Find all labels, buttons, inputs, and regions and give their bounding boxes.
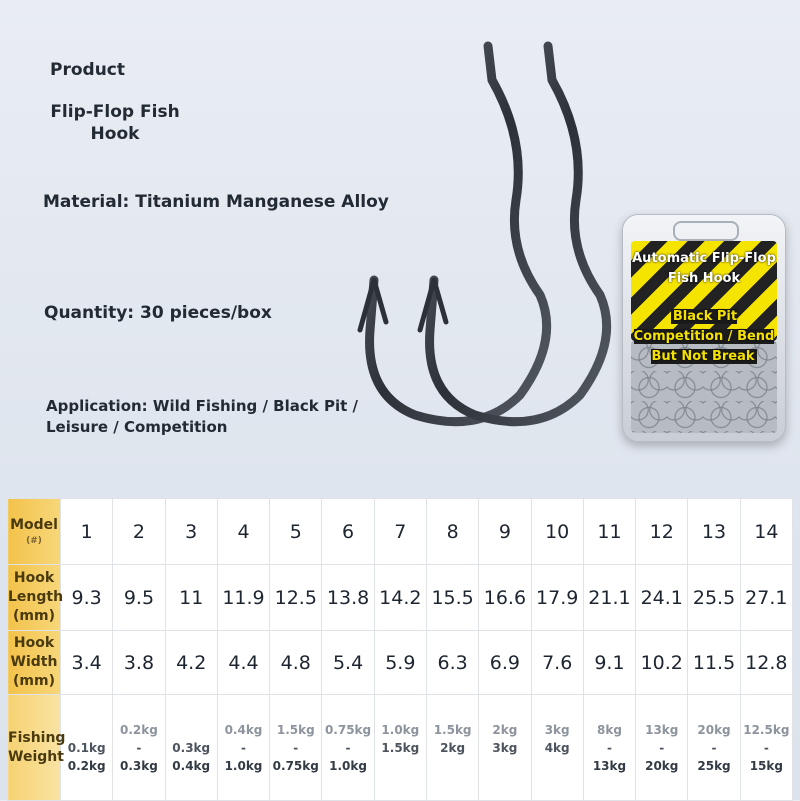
weight-2-c: 0.3kg: [120, 758, 158, 773]
weight-8: [426, 695, 478, 801]
weight-2: [113, 695, 165, 801]
width-14: 12.8: [740, 631, 792, 695]
model-8: 8: [426, 499, 478, 565]
weight-8-a: 1.5kg: [433, 722, 472, 737]
width-6: 5.4: [322, 631, 374, 695]
length-4: 11.9: [217, 565, 269, 631]
weight-14-c: 15kg: [749, 758, 783, 773]
weight-1-a: [61, 721, 112, 739]
length-14: 27.1: [740, 565, 792, 631]
weight-13-a: 20kg: [697, 722, 731, 737]
fish-hooks-image: [330, 30, 630, 430]
weight-6: [322, 695, 374, 801]
length-5: 12.5: [270, 565, 322, 631]
box-label-slogan: [627, 307, 781, 367]
material-text: Material: Titanium Manganese Alloy: [43, 192, 389, 212]
weight-9-a: 2kg: [492, 722, 518, 737]
weight-11-c: 13kg: [592, 758, 627, 773]
width-2: 3.8: [113, 631, 165, 695]
model-13: 13: [688, 499, 740, 565]
model-10: 10: [531, 499, 583, 565]
length-12: 24.1: [636, 565, 688, 631]
weight-13-b: -: [711, 740, 717, 755]
application-text: Application: Wild Fishing / Black Pit / Leisure / Competition: [46, 397, 358, 436]
length-9: 16.6: [479, 565, 531, 631]
weight-7-a: 1.0kg: [381, 722, 420, 737]
weight-5-c: 0.75kg: [272, 758, 319, 773]
length-7: 14.2: [374, 565, 426, 631]
weight-1: [61, 695, 113, 801]
box-hang-tab: [673, 221, 739, 241]
weight-3-c: 0.4kg: [172, 758, 211, 773]
weight-7-c: [375, 757, 426, 775]
weight-6-c: 1.0kg: [329, 758, 367, 773]
length-11: 21.1: [583, 565, 635, 631]
weight-10-b: 4kg: [544, 740, 570, 755]
weight-13-c: 25kg: [697, 758, 731, 773]
width-8: 6.3: [426, 631, 478, 695]
weight-8-b: 2kg: [440, 740, 466, 755]
width-10: 7.6: [531, 631, 583, 695]
box-label-slogan-text: Black Pit Competition / Bend But Not Break: [633, 309, 775, 364]
weight-14: [740, 695, 792, 801]
model-5: 5: [270, 499, 322, 565]
weight-3: [165, 695, 217, 801]
width-4: 4.4: [217, 631, 269, 695]
model-7: 7: [374, 499, 426, 565]
weight-2-b: -: [136, 740, 142, 755]
weight-1-c: 0.2kg: [67, 758, 106, 773]
width-11: 9.1: [583, 631, 635, 695]
box-label-title: Automatic Flip-Flop Fish Hook: [632, 251, 776, 286]
weight-11-a: 8kg: [596, 722, 622, 737]
product-name: Flip-Flop Fish Hook: [50, 102, 180, 144]
weight-11-b: -: [606, 740, 612, 755]
length-8: 15.5: [426, 565, 478, 631]
model-header-unit: (#): [26, 536, 42, 546]
width-9: 6.9: [479, 631, 531, 695]
weight-8-c: [427, 757, 478, 775]
hook-left-icon: [370, 46, 547, 422]
width-12: 10.2: [636, 631, 688, 695]
model-1: 1: [61, 499, 113, 565]
weight-4: [217, 695, 269, 801]
weight-9-b: 3kg: [492, 740, 518, 755]
weight-6-a: 0.75kg: [324, 722, 372, 737]
model-3: 3: [165, 499, 217, 565]
weight-7-b: 1.5kg: [381, 740, 420, 755]
weight-12-a: 13kg: [645, 722, 679, 737]
weight-5-b: -: [293, 740, 299, 755]
model-2: 2: [113, 499, 165, 565]
length-13: 25.5: [688, 565, 740, 631]
weight-11: [583, 695, 635, 801]
width-5: 4.8: [270, 631, 322, 695]
weight-4-a: 0.4kg: [224, 722, 263, 737]
model-14: 14: [740, 499, 792, 565]
weight-3-b: 0.3kg: [172, 740, 211, 755]
weight-7: [374, 695, 426, 801]
weight-14-b: -: [763, 740, 769, 755]
width-3: 4.2: [165, 631, 217, 695]
weight-9-c: [479, 757, 530, 775]
model-9: 9: [479, 499, 531, 565]
weight-4-b: -: [240, 740, 246, 755]
weight-header: Fishing Weight: [8, 695, 61, 801]
weight-10-a: 3kg: [544, 722, 570, 737]
model-12: 12: [636, 499, 688, 565]
model-11: 11: [583, 499, 635, 565]
weight-6-b: -: [345, 740, 351, 755]
length-1: 9.3: [61, 565, 113, 631]
length-6: 13.8: [322, 565, 374, 631]
product-box-image: [622, 214, 786, 442]
weight-12-b: -: [659, 740, 665, 755]
weight-5: [270, 695, 322, 801]
model-header-label: Model: [10, 517, 58, 533]
model-4: 4: [217, 499, 269, 565]
weight-2-a: 0.2kg: [120, 722, 158, 737]
width-7: 5.9: [374, 631, 426, 695]
table-row-width: [8, 631, 793, 695]
weight-12-c: 20kg: [645, 758, 679, 773]
table-row-model: [8, 499, 793, 565]
width-1: 3.4: [61, 631, 113, 695]
weight-12: [636, 695, 688, 801]
length-3: 11: [165, 565, 217, 631]
table-row-weight: [8, 695, 793, 801]
weight-10-c: [532, 757, 583, 775]
weight-10: [531, 695, 583, 801]
model-6: 6: [322, 499, 374, 565]
model-header: [8, 499, 61, 565]
width-header: Hook Width (mm): [8, 631, 61, 695]
weight-3-a: [166, 721, 217, 739]
weight-4-c: 1.0kg: [224, 758, 263, 773]
weight-1-b: 0.1kg: [67, 740, 106, 755]
length-header: Hook Length (mm): [8, 565, 61, 631]
table-row-length: [8, 565, 793, 631]
spec-table: [7, 498, 793, 801]
quantity-text: Quantity: 30 pieces/box: [44, 303, 272, 323]
weight-9: [479, 695, 531, 801]
weight-13: [688, 695, 740, 801]
width-13: 11.5: [688, 631, 740, 695]
weight-5-a: 1.5kg: [276, 722, 315, 737]
length-10: 17.9: [531, 565, 583, 631]
weight-14-a: 12.5kg: [743, 722, 790, 737]
product-label: Product: [50, 60, 125, 80]
length-2: 9.5: [113, 565, 165, 631]
